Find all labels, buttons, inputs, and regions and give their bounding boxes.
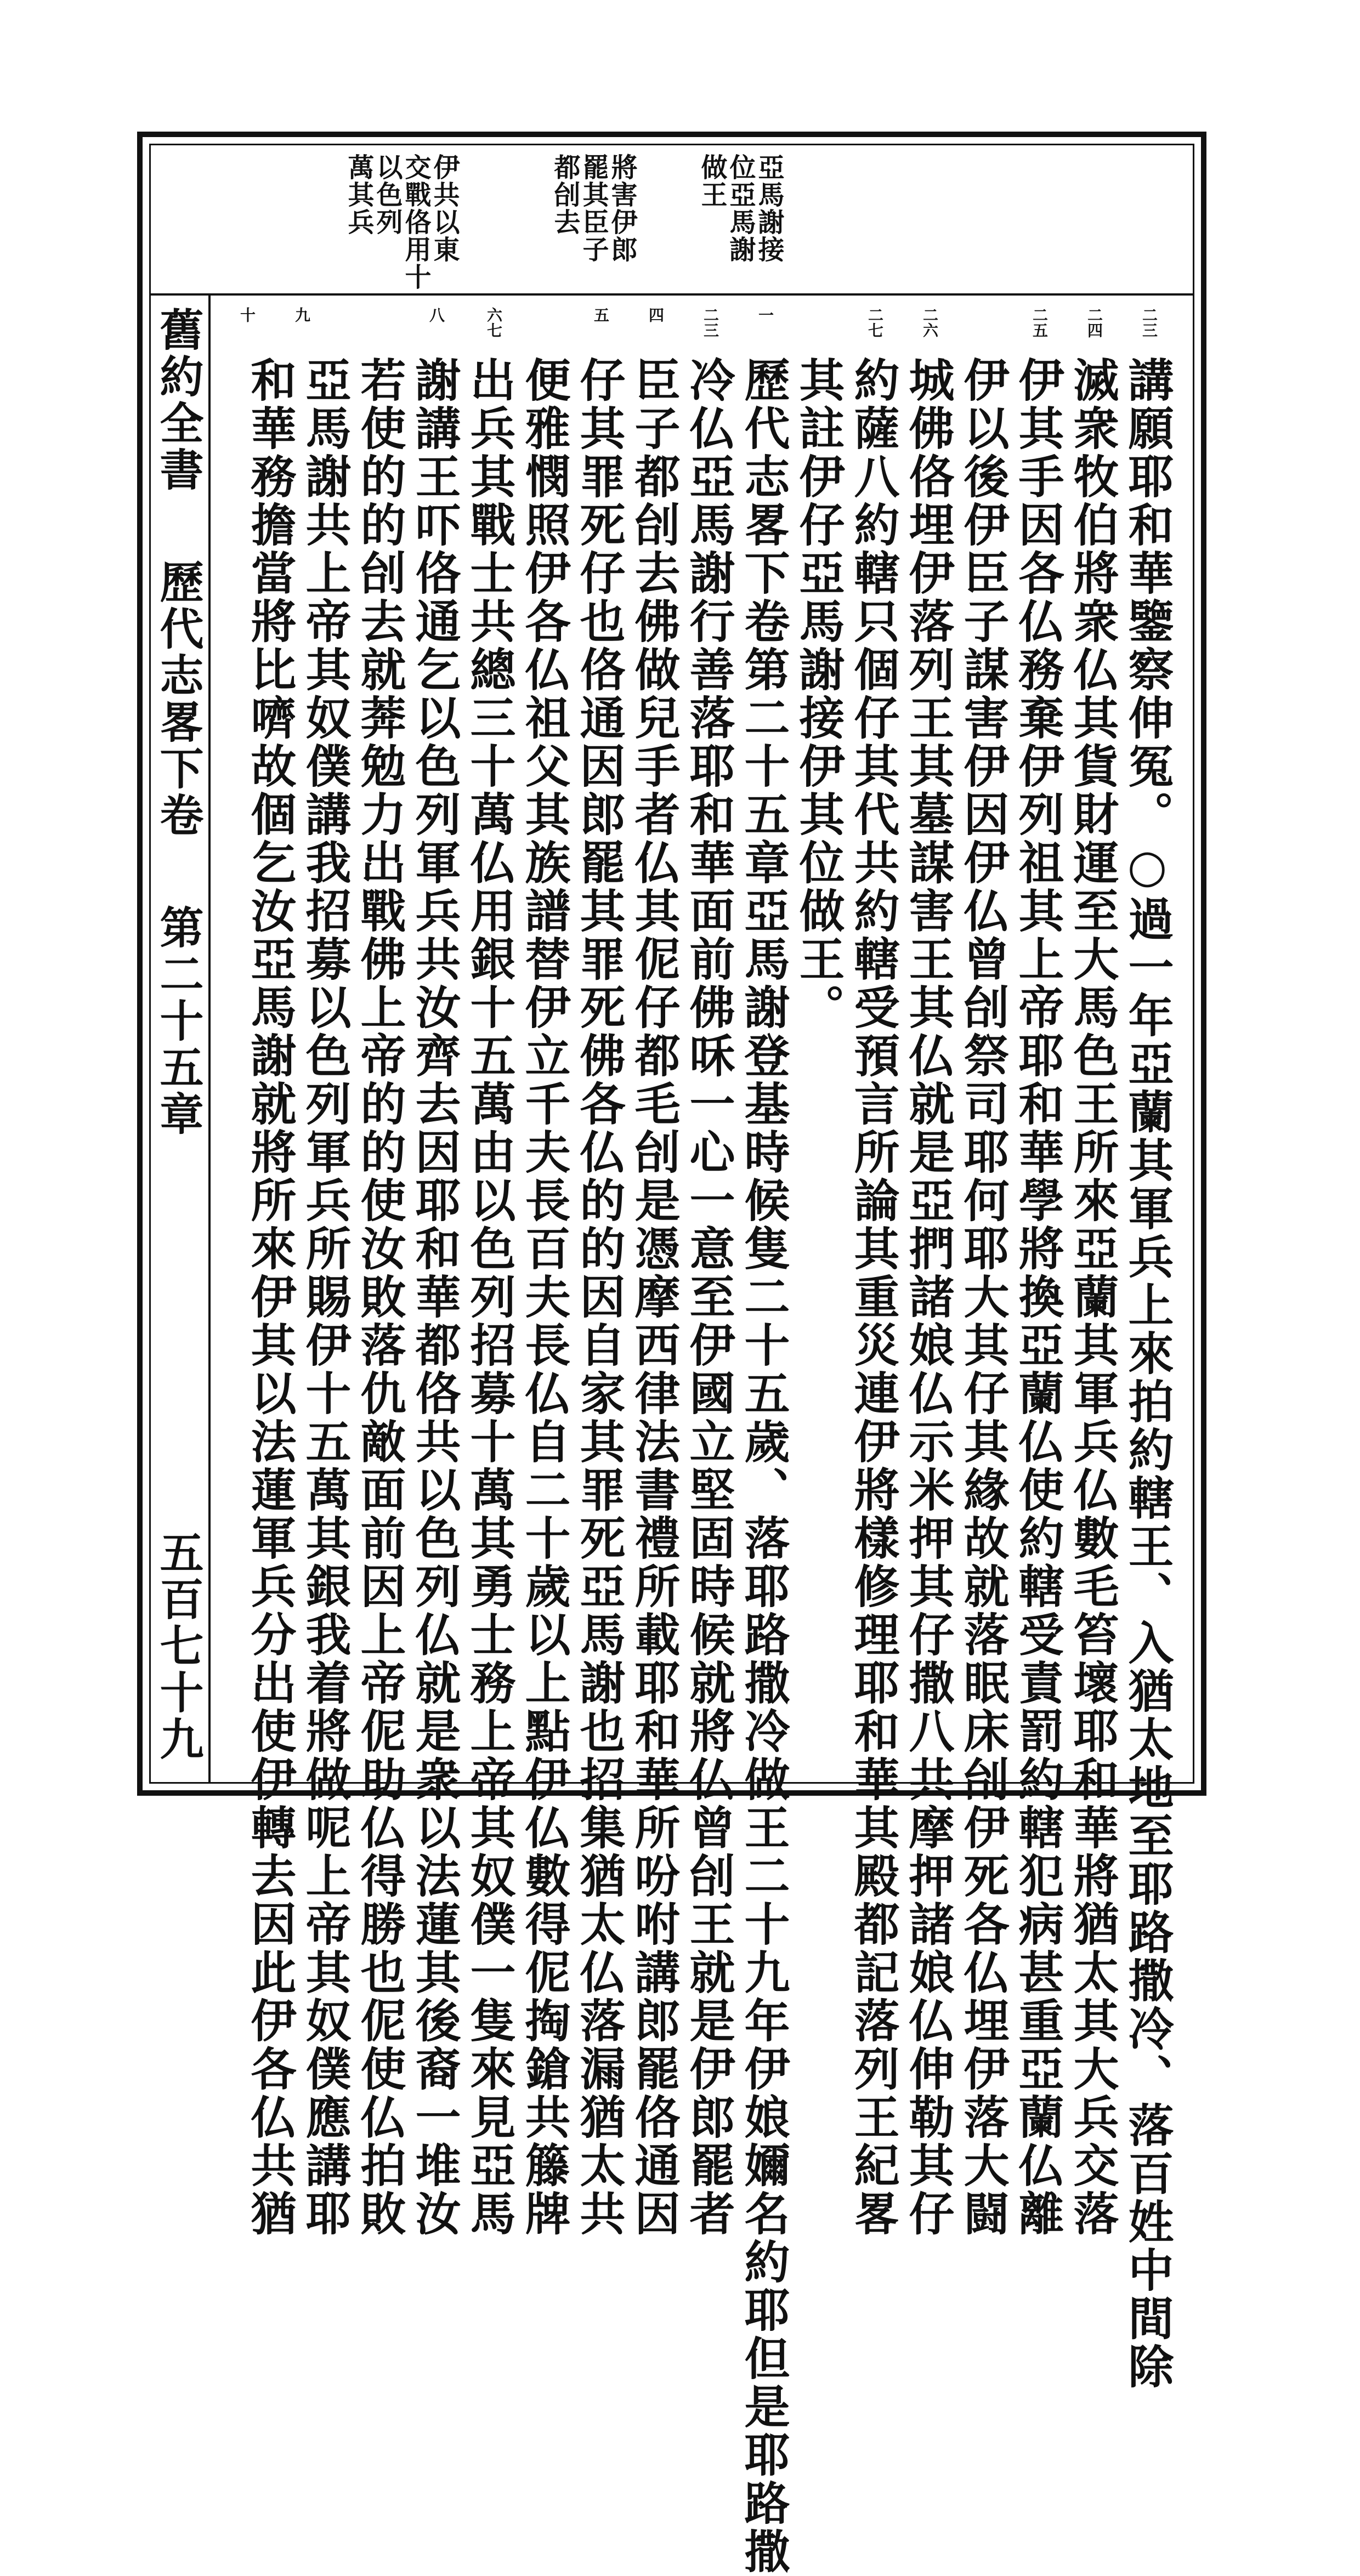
page-number: 五百七十九 [152, 1530, 204, 1763]
chapter-title: 第二十五章 [152, 905, 204, 1138]
text-column: 伊其手因各仏務棄伊列祖其上帝耶和華學將換亞蘭仏使約轄受責罰約轄犯病甚重亞蘭仏離 [1011, 356, 1064, 2238]
text-column: 其註伊仔亞馬謝接伊其位做王。 [791, 356, 845, 1032]
text-column: 出兵其戰士共總三十萬仏用銀十五萬由以色列招募十萬其勇士務上帝其奴僕一隻來見亞馬 [462, 356, 516, 2238]
text-column: 便雅憫照伊各仏祖父其族譜替伊立千夫長百夫長仏自二十歲以上點伊仏數得伲掏鎗共籐牌 [517, 356, 571, 2238]
volume-title: 歷代志畧下卷 [152, 559, 204, 839]
text-column: 和華務擔當將比嚌故個乞汝亞馬謝就將所來伊其以法蓮軍兵分出使伊轉去因此伊各仏共猶 [243, 356, 297, 2238]
margin-rule [208, 294, 211, 1784]
verse-number: 九 [293, 307, 311, 322]
text-column: 仔其罪死仔也佫通因郎罷其罪死佛各仏的的因自家其罪死亞馬謝也招集猶太仏落漏猶太共 [572, 356, 626, 2238]
text-column: 謝講王吓佫通乞以色列軍兵共汝齊去因耶和華都佫共以色列仏就是衆以法蓮其後裔一堆汝 [407, 356, 461, 2238]
text-column: 亞馬謝共上帝其奴僕講我招募以色列軍兵所賜伊十五萬其銀我着將做呢上帝其奴僕應講耶 [298, 356, 352, 2238]
gloss: 萬其兵 [343, 154, 374, 236]
text-column: 講願耶和華鑒察伸冤。○過一年亞蘭其軍兵上來拍約轄王、入猶太地至耶路撒冷、落百姓中間除 [1120, 356, 1174, 2391]
gloss: 罷其臣子 [578, 154, 609, 263]
text-column: 伊以後伊臣子謀害伊因伊仏曾刣祭司耶何耶大其仔其緣故就落眠床刣伊死各仏埋伊落大闘 [956, 356, 1010, 2238]
gloss: 將害伊郎 [607, 154, 637, 263]
gloss: 伊共以東 [429, 154, 460, 263]
book-title: 舊約全書 [152, 307, 204, 493]
text-column: 城佛佫埋伊落列王其墓謀害王其仏就是亞捫諸娘仏示米押其仔撒八共摩押諸娘仏伸勒其仔 [901, 356, 955, 2238]
verse-number: 二七 [866, 307, 884, 338]
verse-number: 二六 [921, 307, 939, 338]
text-column: 歷代志畧下卷第二十五章亞馬謝登基時候隻二十五歲、落耶路撒冷做王二十九年伊娘嬭名約耶但是耶路撒 [736, 356, 790, 2576]
verse-number: 四 [647, 307, 665, 322]
verse-number: 二五 [1030, 307, 1049, 338]
text-column: 滅衆牧伯將衆仏其貨財運至大馬色王所來亞蘭其軍兵仏數毛笞壞耶和華將猶太其大兵交落 [1066, 356, 1119, 2238]
verse-number: 二三 [1140, 307, 1158, 338]
verse-number: 五 [592, 307, 610, 322]
margin-title [152, 307, 204, 1138]
text-column: 臣子都刣去佛做兒手者仏其伲仔都毛刣是憑摩西律法書禮所載耶和華所吩咐講郎罷佫通因 [627, 356, 681, 2238]
gloss: 都刣去 [549, 154, 580, 236]
text-column: 若使的的刣去就莾勉力出戰佛上帝的的使汝敗落仇敵面前因上帝伲助仏得勝也伲使仏拍敗 [353, 356, 406, 2238]
gloss: 位亞馬謝 [725, 154, 756, 263]
header-rule [149, 293, 1194, 296]
text-column: 約薩八約轄只個仔其代共約轄受預言所論其重災連伊將樣修理耶和華其殿都記落列王紀畧 [846, 356, 900, 2238]
verse-number: 一 [756, 307, 774, 322]
gloss: 做王 [696, 154, 727, 208]
gloss: 亞馬謝接 [753, 154, 784, 263]
verse-number: 八 [427, 307, 445, 322]
verse-number: 六七 [485, 307, 503, 338]
text-column: 冷仏亞馬謝行善落耶和華面前佛咊一心一意至伊國立堅固時候就將仏曾刣王就是伊郎罷者 [682, 356, 735, 2238]
verse-number: 二四 [1085, 307, 1103, 338]
gloss: 以色列 [372, 154, 403, 236]
verse-number: 十 [238, 307, 256, 322]
verse-number: 二三 [701, 307, 719, 338]
gloss: 交戰佫用十 [400, 154, 431, 291]
